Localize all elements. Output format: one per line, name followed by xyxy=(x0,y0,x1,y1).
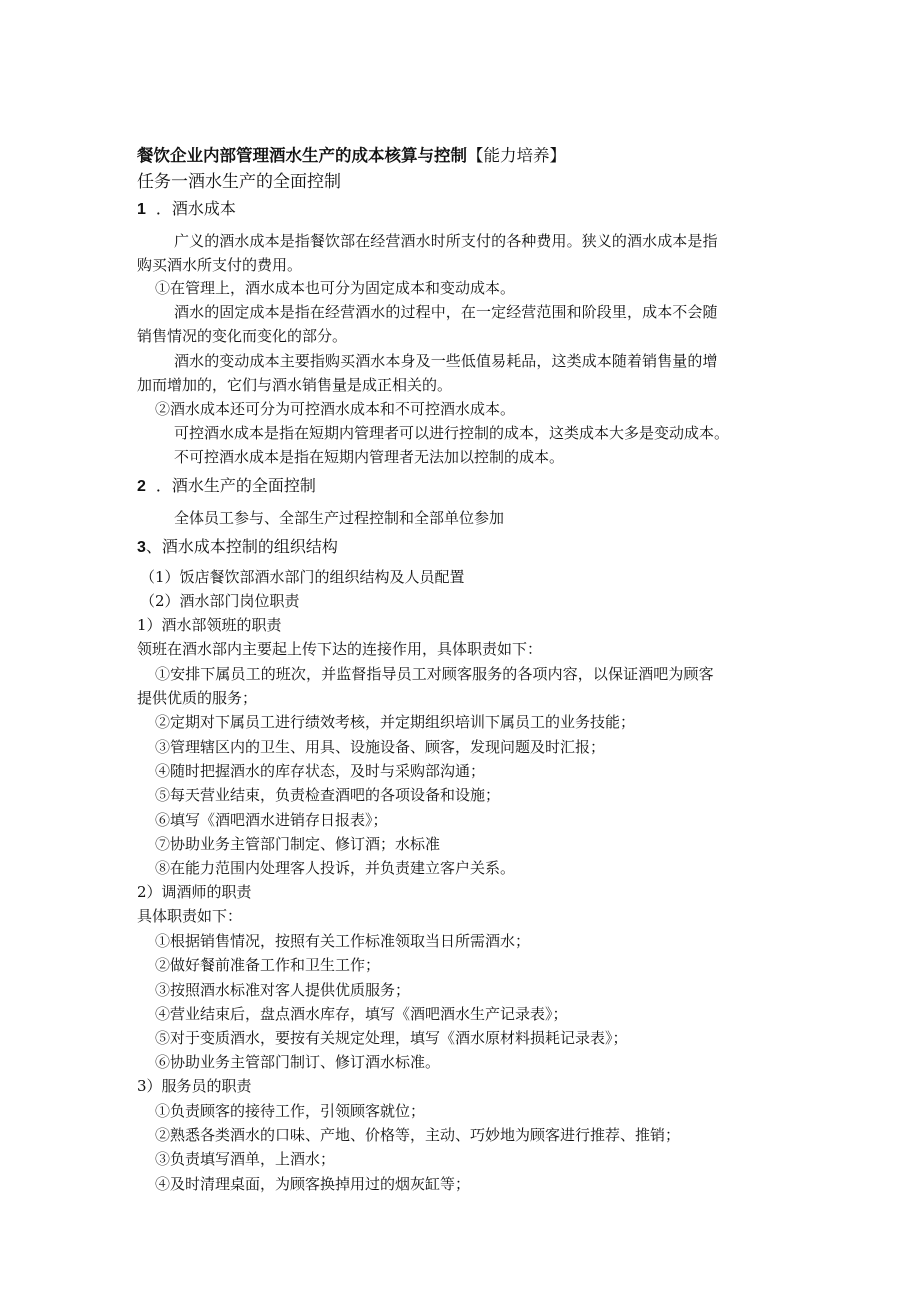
duty-item: ①根据销售情况，按照有关工作标准领取当日所需酒水； xyxy=(155,932,531,950)
section-2-title: ．酒水生产的全面控制 xyxy=(155,476,316,495)
duty-item: ②做好餐前准备工作和卫生工作； xyxy=(155,956,381,974)
list-item: ②酒水成本还可分为可控酒水成本和不可控酒水成本。 xyxy=(155,400,516,418)
section-2-heading xyxy=(137,475,316,498)
paragraph-continued: 加而增加的，它们与酒水销售量是成正相关的。 xyxy=(137,376,453,394)
paragraph: 领班在酒水部内主要起上传下达的连接作用，具体职责如下： xyxy=(137,640,543,658)
role-heading: 2）调酒师的职责 xyxy=(137,883,252,901)
paragraph-continued: 购买酒水所支付的费用。 xyxy=(137,256,303,274)
duty-item: ④及时清理桌面，为顾客换掉用过的烟灰缸等； xyxy=(155,1175,471,1193)
list-item: （1）饭店餐饮部酒水部门的组织结构及人员配置 xyxy=(140,568,465,586)
duty-item: ④随时把握酒水的库存状态，及时与采购部沟通； xyxy=(155,762,486,780)
paragraph: 酒水的固定成本是指在经营酒水的过程中，在一定经营范围和阶段里，成本不会随 xyxy=(174,303,718,321)
paragraph-continued: 销售情况的变化而变化的部分。 xyxy=(137,327,348,345)
duty-item: ⑥填写《酒吧酒水进销存日报表》； xyxy=(155,811,388,829)
title-suffix: 【能力培养】 xyxy=(467,146,566,165)
section-2-number: 2 xyxy=(137,478,146,495)
document-title xyxy=(137,145,566,167)
duty-item: ①负责顾客的接待工作，引领顾客就位； xyxy=(155,1102,426,1120)
list-item: ①在管理上，酒水成本也可分为固定成本和变动成本。 xyxy=(155,279,516,297)
duty-item: ⑥协助业务主管部门制订、修订酒水标准。 xyxy=(155,1053,441,1071)
duty-item: ②定期对下属员工进行绩效考核，并定期组织培训下属员工的业务技能； xyxy=(155,713,636,731)
paragraph: 可控酒水成本是指在短期内管理者可以进行控制的成本，这类成本大多是变动成本。 xyxy=(174,424,730,442)
duty-item: ③负责填写酒单，上酒水； xyxy=(155,1150,336,1168)
duty-item: ⑤对于变质酒水，要按有关规定处理，填写《酒水原材料损耗记录表》； xyxy=(155,1029,628,1047)
duty-item: ③管理辖区内的卫生、用具、设施设备、顾客，发现问题及时汇报； xyxy=(155,738,606,756)
title-main: 餐饮企业内部管理酒水生产的成本核算与控制 xyxy=(137,146,467,165)
section-3-number: 3 xyxy=(137,539,146,556)
duty-item: ③按照酒水标准对客人提供优质服务； xyxy=(155,981,411,999)
role-heading: 1）酒水部领班的职责 xyxy=(137,616,282,634)
paragraph: 全体员工参与、全部生产过程控制和全部单位参加 xyxy=(174,509,505,527)
duty-item: ④营业结束后，盘点酒水库存，填写《酒吧酒水生产记录表》； xyxy=(155,1005,568,1023)
section-3-title: 、酒水成本控制的组织结构 xyxy=(145,537,338,556)
duty-item: ②熟悉各类酒水的口味、产地、价格等，主动、巧妙地为顾客进行推荐、推销； xyxy=(155,1126,681,1144)
paragraph: 不可控酒水成本是指在短期内管理者无法加以控制的成本。 xyxy=(174,448,565,466)
duty-item: ⑤每天营业结束，负责检查酒吧的各项设备和设施； xyxy=(155,786,501,804)
paragraph: 具体职责如下： xyxy=(137,907,243,925)
duty-item: ①安排下属员工的班次，并监督指导员工对顾客服务的各项内容，以保证酒吧为顾客 xyxy=(155,665,714,683)
role-heading: 3）服务员的职责 xyxy=(137,1077,252,1095)
duty-item: ⑦协助业务主管部门制定、修订酒；水标准 xyxy=(155,835,441,853)
duty-item: ⑧在能力范围内处理客人投诉，并负责建立客户关系。 xyxy=(155,859,516,877)
section-1-heading xyxy=(137,198,236,221)
task-heading: 任务一酒水生产的全面控制 xyxy=(137,172,341,192)
paragraph: 广义的酒水成本是指餐饮部在经营酒水时所支付的各种费用。狭义的酒水成本是指 xyxy=(174,232,718,250)
section-3-heading xyxy=(137,536,338,559)
list-item: （2）酒水部门岗位职责 xyxy=(140,592,300,610)
section-1-title: ．酒水成本 xyxy=(155,199,236,218)
section-1-number: 1 xyxy=(137,201,146,218)
paragraph: 酒水的变动成本主要指购买酒水本身及一些低值易耗品，这类成本随着销售量的增 xyxy=(174,352,718,370)
duty-item-continued: 提供优质的服务； xyxy=(137,689,258,707)
